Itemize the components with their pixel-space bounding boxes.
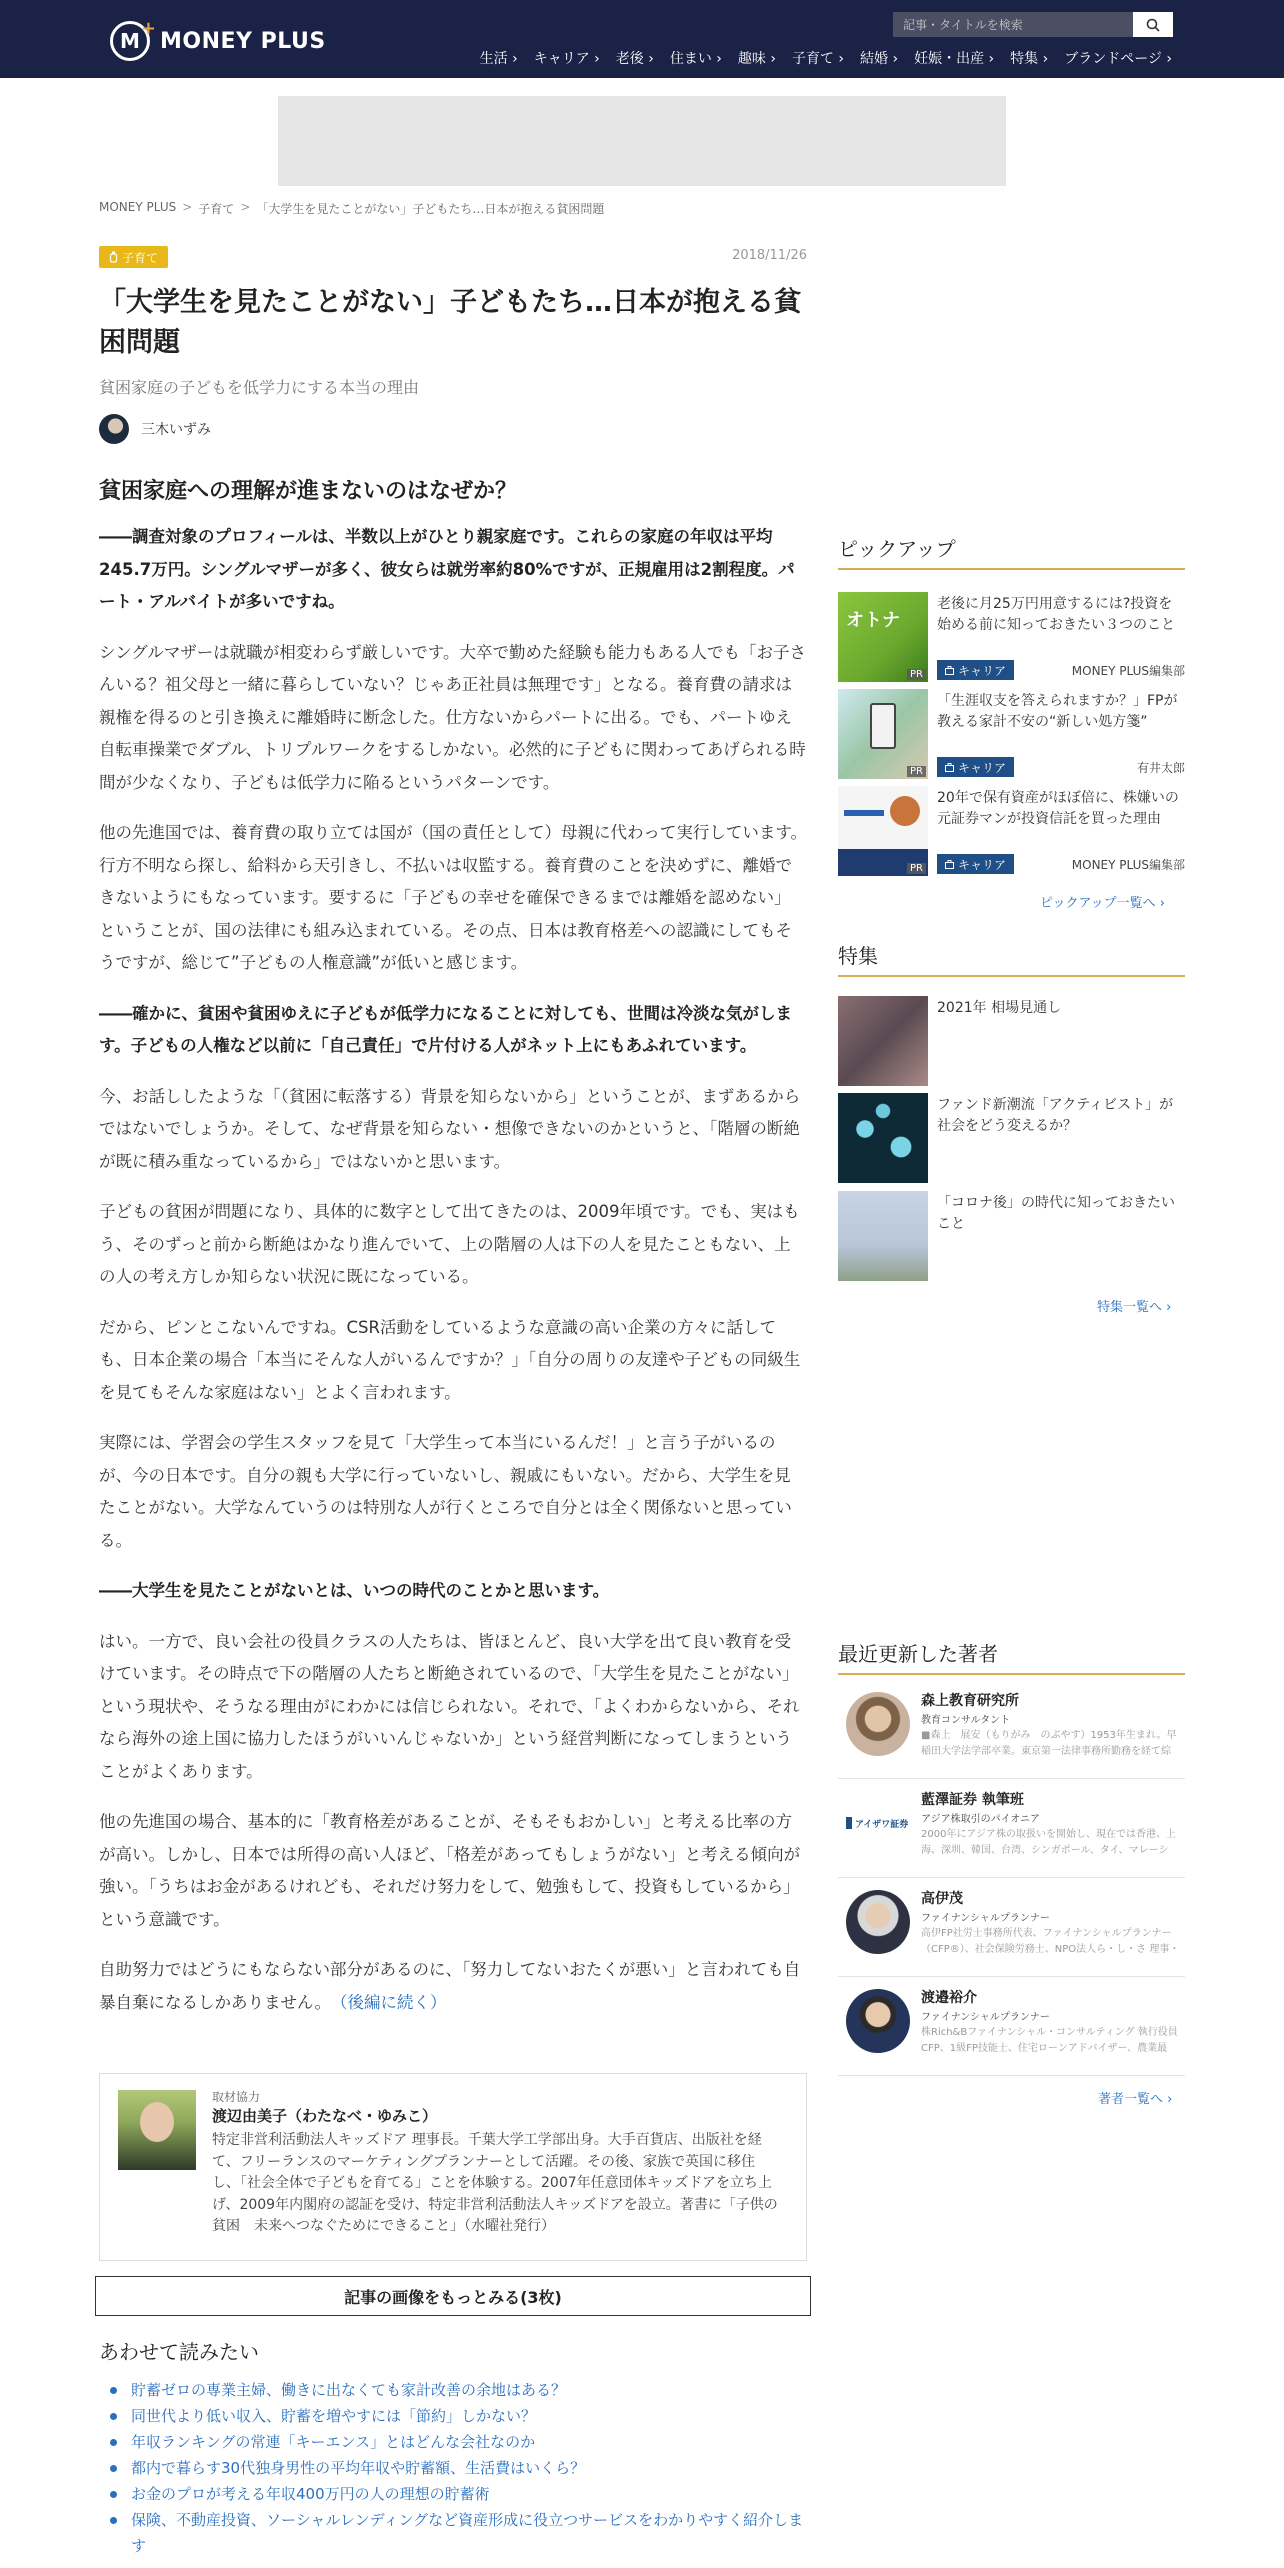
search-bar: [893, 12, 1173, 37]
pickup-tag-label: キャリア: [958, 857, 1007, 872]
authors-more-link[interactable]: [1098, 2088, 1172, 2107]
category-label: 子育て: [122, 250, 159, 265]
logo-letter: M: [120, 29, 140, 53]
author-photo: [846, 1890, 910, 1954]
pickup-tag[interactable]: [937, 854, 1014, 874]
paragraph: 今、お話ししたような「（貧困に転落する）背景を知らないから」ということが、まずあるからではないでしょうか。そして、なぜ背景を知らない・想像できないのかというと、「階層の断絶が既に積み重なっているから」ではないかと思います。: [99, 1086, 801, 1171]
author-role: ファイナンシャルプランナー: [921, 2012, 1050, 2023]
nav-item-career[interactable]: キャリア ›: [526, 48, 608, 68]
pickup-title: 20年で保有資産がほぼ倍に、株嫌いの元証券マンが投資信託を買った理由: [937, 790, 1179, 827]
last-paragraph-text: 自助努力ではどうにもならない部分があるのに、「努力してないおたくが悪い」と言われても自暴自棄になるしかありません。: [99, 1960, 801, 2012]
authors-more-label: 著者一覧へ: [1098, 2092, 1164, 2107]
related-title: あわせて読みたい: [99, 2340, 259, 2364]
pickup-thumbnail: [838, 592, 928, 682]
author-role: ファイナンシャルプランナー: [921, 1913, 1050, 1924]
nav-item-hobby[interactable]: 趣味 ›: [730, 48, 784, 68]
chevron-right-icon: ›: [1159, 896, 1165, 911]
author-bio: 株Rich&Bファイナンシャル・コンサルティング 執行役員CFP、1級FP技能士、住宅ローンアドバイザー、農業最: [921, 2027, 1178, 2054]
author-photo: [846, 1692, 910, 1756]
author-bio: 2000年にアジア株の取扱いを開始し、現在では香港、上海、深圳、韓国、台湾、シンガポール、タイ、マレーシ: [921, 1829, 1177, 1856]
pickup-more-label: ピックアップ一覧へ: [1040, 896, 1156, 911]
feature-more-label: 特集一覧へ: [1097, 1300, 1163, 1315]
author-name: 森上教育研究所: [921, 1693, 1019, 1709]
paragraph: だから、ピンとこないんですね。CSR活動をしているような意識の高い企業の方々に話しても、日本企業の場合「本当にそんな人がいるんですか？」「自分の周りの友達や子どもの同級生を見てもそんな家庭はない」とよく言われます。: [99, 1317, 801, 1402]
breadcrumb: [99, 200, 604, 217]
interview-question: ――確かに、貧困や貧困ゆえに子どもが低学力になることに対しても、世間は冷淡な気がします。子どもの人権など以前に「自己責任」で片付ける人がネット上にもあふれています。: [99, 1003, 792, 1055]
ad-banner[interactable]: [278, 96, 1006, 186]
briefcase-icon: [945, 860, 954, 869]
site-logo[interactable]: [110, 18, 326, 61]
nav-item-retirement[interactable]: 老後 ›: [608, 48, 662, 68]
interview-question: ――調査対象のプロフィールは、半数以上がひとり親家庭です。これらの家庭の年収は平均245.7万円。シングルマザーが多く、彼女らは就労率約80%ですが、正規雇用は2割程度。パート・アルバイトが多いですね。: [99, 527, 795, 611]
feature-title: 2021年 相場見通し: [937, 1000, 1062, 1016]
pr-label: PR: [907, 863, 926, 874]
author-role: アジア株取引のパイオニア: [921, 1814, 1040, 1825]
nav-item-brand[interactable]: ブランドページ ›: [1056, 48, 1180, 68]
author-name: 高伊茂: [921, 1891, 963, 1907]
nav-item-features[interactable]: 特集 ›: [1002, 48, 1056, 68]
briefcase-icon: [945, 666, 954, 675]
feature-title: 「コロナ後」の時代に知っておきたいこと: [937, 1195, 1175, 1232]
search-input[interactable]: [893, 12, 1133, 37]
pickup-tag-label: キャリア: [958, 760, 1007, 775]
related-link[interactable]: 貯蓄ゼロの専業主婦、働きに出なくても家計改善の余地はある？: [99, 2377, 807, 2403]
authors-heading: 最近更新した著者: [838, 1642, 998, 1666]
profile-description: 特定非営利活動法人キッズドア 理事長。千葉大学工学部出身。大手百貨店、出版社を経て、フリーランスのマーケティングプランナーとして活躍。その後、家族で英国に移住し、「社会全体で子どもを育てる」ことを体験する。2007年任意団体キッズドアを立ち上げ、2009年内閣府の認証を受け、特定非営利活動法人キッズドアを設立。著書に「子供の貧困 未来へつなぐためにできること」（水曜社発行）: [212, 2132, 778, 2234]
interview-question: ――大学生を見たことがないとは、いつの時代のことかと思います。: [99, 1581, 610, 1600]
continue-link[interactable]: （後編に続く）: [339, 1992, 447, 2012]
pr-label: PR: [907, 766, 926, 777]
main-nav: [472, 48, 1180, 68]
nav-item-life[interactable]: 生活 ›: [472, 48, 526, 68]
related-link[interactable]: 年収ランキングの常連「キーエンス」とはどんな会社なのか: [99, 2429, 807, 2455]
avatar: [99, 414, 129, 444]
chevron-right-icon: ›: [1166, 1300, 1172, 1315]
nav-item-pregnancy[interactable]: 妊娠・出産 ›: [906, 48, 1002, 68]
pickup-heading: ピックアップ: [838, 537, 956, 561]
publish-date: 2018/11/26: [732, 248, 807, 263]
author-photo: [846, 1989, 910, 2053]
interviewee-profile: [99, 2073, 807, 2261]
phone-illustration: [870, 703, 896, 749]
nav-item-parenting[interactable]: 子育て ›: [784, 48, 852, 68]
author-name: 藍澤証券 執筆班: [921, 1792, 1024, 1808]
category-badge[interactable]: [99, 246, 168, 268]
related-articles: [99, 2336, 807, 2559]
thumbnail-caption: オトナ: [846, 610, 900, 631]
feature-thumbnail: [838, 996, 928, 1086]
pickup-item[interactable]: [838, 592, 1185, 682]
aizawa-logo-mark: [846, 1817, 852, 1829]
logo-plus: +: [140, 18, 156, 39]
feature-more-link[interactable]: [1097, 1296, 1171, 1315]
breadcrumb-category[interactable]: 子育て: [198, 202, 235, 216]
feature-title: ファンド新潮流「アクティビスト」が社会をどう変えるか？: [937, 1097, 1174, 1134]
author-item[interactable]: [838, 1977, 1185, 2076]
pickup-title: 「生涯収支を答えられますか？」FPが教える家計不安の“新しい処方箋”: [937, 693, 1178, 730]
aizawa-logo-text: アイザワ証券: [855, 1819, 909, 1830]
author-role: 教育コンサルタント: [921, 1715, 1011, 1726]
site-header: [0, 0, 1284, 78]
related-link[interactable]: お金のプロが考える年収400万円の人の理想の貯蓄術: [99, 2481, 807, 2507]
author-bio: ■森上 展安（もりがみ のぶやす）1953年生まれ。早稲田大学法学部卒業。東京第一法律事務所勤務を経て綜: [921, 1730, 1177, 1757]
article-body: [99, 474, 807, 2037]
related-list: [99, 2377, 807, 2559]
feature-divider: [838, 975, 1185, 977]
pickup-title: 老後に月25万円用意するには?投資を始める前に知っておきたい３つのこと: [937, 596, 1175, 633]
pickup-author: MONEY PLUS編集部: [1071, 858, 1185, 872]
paragraph: 他の先進国の場合、基本的に「教育格差があることが、そもそもおかしい」と考える比率の方が高い。しかし、日本では所得の高い人ほど、「格差があってもしょうがない」と考える傾向が強い。「うちはお金があるけれども、それだけ努力をして、勉強もして、投資もしているから」という意識です。: [99, 1812, 801, 1929]
profile-photo: [118, 2090, 196, 2170]
baby-bottle-icon: [109, 251, 118, 263]
nav-item-marriage[interactable]: 結婚 ›: [852, 48, 906, 68]
article-title: 「大学生を見たことがない」子どもたち…日本が抱える貧困問題: [99, 287, 801, 358]
briefcase-icon: [945, 763, 954, 772]
paragraph-last: [99, 1954, 807, 2019]
pickup-item[interactable]: [838, 689, 1185, 779]
related-link[interactable]: 保険、不動産投資、ソーシャルレンディングなど資産形成に役立つサービスをわかりやすく紹介します: [99, 2507, 807, 2559]
breadcrumb-separator: >: [240, 200, 251, 214]
paragraph: 実際には、学習会の学生スタッフを見て「大学生って本当にいるんだ！」と言う子がいるのが、今の日本です。自分の親も大学に行っていないし、親戚にもいない。だから、大学生を見たことがない。大学なんていうのは特別な人が行くところで自分とは全く関係ないと思っている。: [99, 1433, 792, 1550]
person-illustration: [890, 796, 920, 826]
more-images-button[interactable]: 記事の画像をもっとみる(3枚): [95, 2276, 811, 2316]
breadcrumb-home[interactable]: MONEY PLUS: [99, 200, 177, 214]
chevron-right-icon: ›: [1167, 2092, 1173, 2107]
feature-heading: 特集: [838, 944, 878, 968]
nav-item-housing[interactable]: 住まい ›: [662, 48, 730, 68]
author-bio: 高伊FP社労士事務所代表、ファイナンシャルプランナー（CFP®）、社会保険労務士、NPO法人ら・し・さ 理事・: [921, 1928, 1180, 1955]
pickup-thumbnail: [838, 689, 928, 779]
author-item[interactable]: [838, 1680, 1185, 1779]
feature-item[interactable]: [838, 996, 1185, 1086]
author-name: 渡邉裕介: [921, 1990, 977, 2006]
pickup-author: MONEY PLUS編集部: [1071, 664, 1185, 678]
pickup-item[interactable]: [838, 786, 1185, 876]
logo-mark: [110, 18, 156, 61]
paragraph: 他の先進国では、養育費の取り立ては国が（国の責任として）母親に代わって実行しています。行方不明なら探し、給料から天引きし、不払いは収監する。養育費のことを決めずに、離婚できないようにもなっています。要するに「子どもの幸せを確保できるまでは離婚を認めない」ということが、国の法律にも組み込まれている。その点、日本は教育格差への認識にしてもそうですが、総じて”子どもの人権意識”が低いと感じます。: [99, 823, 808, 972]
pickup-tag[interactable]: [937, 660, 1014, 680]
profile-name: 渡辺由美子（わたなべ・ゆみこ）: [212, 2107, 438, 2125]
thumbnail-text-block: [844, 810, 884, 816]
author-item[interactable]: [838, 1779, 1185, 1878]
pickup-tag-label: キャリア: [958, 663, 1007, 678]
search-icon: [1146, 18, 1160, 32]
author-item[interactable]: [838, 1878, 1185, 1977]
pickup-more-link[interactable]: [1040, 892, 1165, 911]
pickup-author: 有井太郎: [1136, 761, 1185, 775]
feature-item[interactable]: [838, 1191, 1185, 1281]
profile-label: 取材協力: [212, 2090, 261, 2104]
breadcrumb-current: 「大学生を見たことがない」子どもたち…日本が抱える貧困問題: [256, 202, 605, 216]
paragraph: シングルマザーは就職が相変わらず厳しいです。大卒で勤めた経験も能力もある人でも「お子さんいる？祖父母と一緒に暮らしていない？じゃあ正社員は無理です」となる。養育費の請求は親権を得るのと引き換えに離婚時に断念した。仕方ないからパートに出る。でも、パートゆえ自転車操業でダブル、トリプルワークをするしかない。必然的に子どもに関わってあげられる時間が少なくなり、子どもは低学力に陥るというパターンです。: [99, 642, 806, 792]
section-heading: 貧困家庭への理解が進まないのはなぜか？: [99, 479, 518, 504]
pr-label: PR: [907, 669, 926, 680]
author-name: 三木いずみ: [141, 422, 211, 438]
authors-divider: [838, 1673, 1185, 1675]
related-link[interactable]: 都内で暮らす30代独身男性の平均年収や貯蓄額、生活費はいくら？: [99, 2455, 807, 2481]
feature-item[interactable]: [838, 1093, 1185, 1183]
pickup-tag[interactable]: [937, 757, 1014, 777]
breadcrumb-separator: >: [182, 200, 193, 214]
pickup-thumbnail: [838, 786, 928, 876]
article-subtitle: 貧困家庭の子どもを低学力にする本当の理由: [99, 378, 420, 397]
article-author[interactable]: [99, 414, 211, 444]
logo-text: MONEY PLUS: [160, 28, 326, 54]
author-logo: [846, 1791, 910, 1855]
pickup-divider: [838, 568, 1185, 570]
feature-thumbnail: [838, 1191, 928, 1281]
paragraph: はい。一方で、良い会社の役員クラスの人たちは、皆ほとんど、良い大学を出て良い教育を受けています。その時点で下の階層の人たちと断絶されているので、「大学生を見たことがない」という現状や、そうなる理由がにわかには信じられない。それで、「よくわからないから、それなら海外の途上国に協力したほうがいいんじゃないか」という経営判断になってしまうということがよくあります。: [99, 1631, 800, 1781]
search-button[interactable]: [1133, 12, 1173, 37]
paragraph: 子どもの貧困が問題になり、具体的に数字として出てきたのは、2009年頃です。でも、実はもう、そのずっと前から断絶はかなり進んでいて、上の階層の人は下の人を見たこともない、上の人の考え方しか知らない状況に既になっている。: [99, 1202, 800, 1286]
feature-thumbnail: [838, 1093, 928, 1183]
related-link[interactable]: 同世代より低い収入、貯蓄を増やすには「節約」しかない？: [99, 2403, 807, 2429]
